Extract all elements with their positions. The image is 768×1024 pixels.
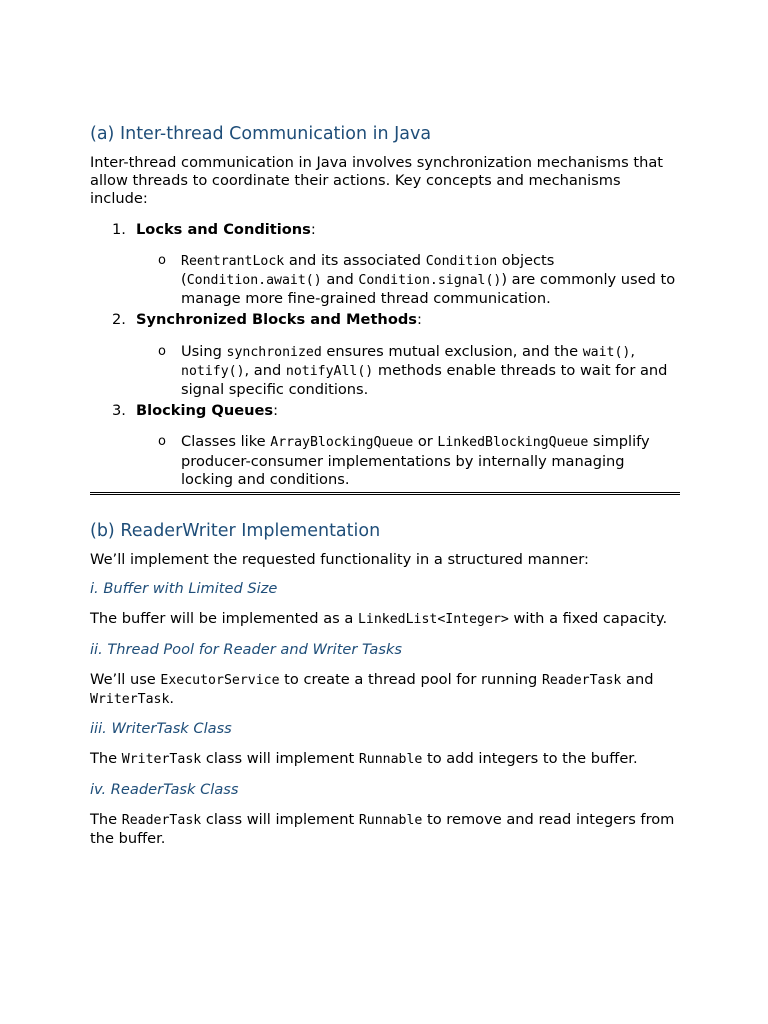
- bullet-icon: o: [158, 252, 166, 268]
- list-item-colon: :: [416, 311, 422, 329]
- body-text: to add integers to the buffer.: [422, 750, 638, 768]
- list-item-title: Blocking Queues: [136, 402, 274, 420]
- body-text: objects (: [181, 251, 555, 289]
- body-text: The: [90, 750, 122, 768]
- body-text: , and: [244, 361, 286, 379]
- sub-item-3: [90, 433, 680, 489]
- list-item-1: [90, 221, 680, 239]
- body-text: Using: [181, 342, 227, 360]
- body-text: or: [413, 433, 438, 451]
- code-text: WriterTask: [90, 692, 170, 708]
- body-text: with a fixed capacity.: [508, 610, 668, 628]
- document-page: [90, 122, 680, 848]
- section-a-intro: Inter-thread communication in Java involves synchronization mechanisms that allow threads to coordinate their actions. Key concepts and mechanisms include:: [90, 154, 664, 208]
- list-item-2: [90, 311, 680, 329]
- code-text: Condition: [425, 253, 498, 269]
- paragraph-writertask: [90, 750, 680, 769]
- subheading-writertask: iii. WriterTask Class: [90, 720, 232, 738]
- code-text: ArrayBlockingQueue: [270, 435, 414, 451]
- body-text: class will implement: [201, 750, 359, 768]
- code-text: wait(): [582, 344, 631, 360]
- code-text: synchronized: [226, 344, 322, 360]
- code-text: notifyAll(): [285, 363, 374, 379]
- body-text: The buffer will be implemented as a: [90, 610, 358, 628]
- list-number: 3.: [112, 402, 126, 420]
- code-text: notify(): [181, 363, 245, 379]
- code-text: ExecutorService: [160, 672, 280, 688]
- list-number: 2.: [112, 311, 126, 329]
- sub-item-1: [90, 252, 680, 309]
- body-text: .: [169, 690, 175, 708]
- body-text: We’ll use: [90, 670, 161, 688]
- sub-item-2: [90, 343, 680, 400]
- code-text: LinkedList<Integer>: [357, 612, 509, 628]
- list-item-colon: :: [310, 220, 316, 238]
- body-text: class will implement: [201, 810, 359, 828]
- list-item-title: Synchronized Blocks and Methods: [136, 311, 417, 329]
- code-text: LinkedBlockingQueue: [437, 435, 589, 451]
- body-text: to create a thread pool for running: [279, 670, 542, 688]
- paragraph-readertask: [90, 811, 680, 848]
- code-text: ReentrantLock: [181, 253, 285, 269]
- body-text: ,: [630, 342, 635, 360]
- body-text: and its associated: [284, 251, 426, 269]
- bullet-icon: o: [158, 343, 166, 359]
- body-text: ) are commonly used to manage more fine-grained thread communication.: [181, 271, 676, 308]
- paragraph-thread-pool: [90, 671, 680, 709]
- paragraph-buffer: [90, 610, 680, 629]
- section-b-title: (b) ReaderWriter Implementation: [90, 521, 381, 542]
- subheading-readertask: iv. ReaderTask Class: [90, 780, 239, 798]
- code-text: ReaderTask: [121, 812, 202, 828]
- list-item-title: Locks and Conditions: [136, 220, 311, 238]
- code-text: Runnable: [358, 812, 423, 828]
- section-a-title: (a) Inter-thread Communication in Java: [90, 124, 432, 144]
- code-text: ReaderTask: [541, 672, 622, 688]
- code-text: Runnable: [358, 752, 423, 768]
- body-text: The: [90, 810, 122, 828]
- body-text: ensures mutual exclusion, and the: [321, 342, 583, 360]
- subheading-buffer: i. Buffer with Limited Size: [90, 580, 278, 598]
- body-text: simplify producer-consumer implementations by internally managing locking and conditions.: [181, 433, 650, 488]
- bullet-icon: o: [158, 434, 166, 450]
- section-b-intro: We’ll implement the requested functionality in a structured manner:: [90, 551, 589, 569]
- list-item-colon: :: [273, 402, 279, 420]
- list-item-3: [90, 402, 680, 420]
- body-text: methods enable threads to wait for and signal specific conditions.: [181, 361, 668, 399]
- code-text: WriterTask: [121, 752, 202, 768]
- body-text: to remove and read integers from the buffer.: [90, 810, 675, 848]
- body-text: and: [321, 271, 359, 289]
- code-text: Condition.await(): [186, 273, 322, 289]
- code-text: Condition.signal(): [358, 273, 502, 289]
- subheading-thread-pool: ii. Thread Pool for Reader and Writer Tasks: [90, 640, 403, 658]
- list-number: 1.: [112, 220, 126, 238]
- body-text: Classes like: [181, 433, 271, 451]
- horizontal-divider: [90, 492, 680, 495]
- body-text: and: [621, 670, 654, 688]
